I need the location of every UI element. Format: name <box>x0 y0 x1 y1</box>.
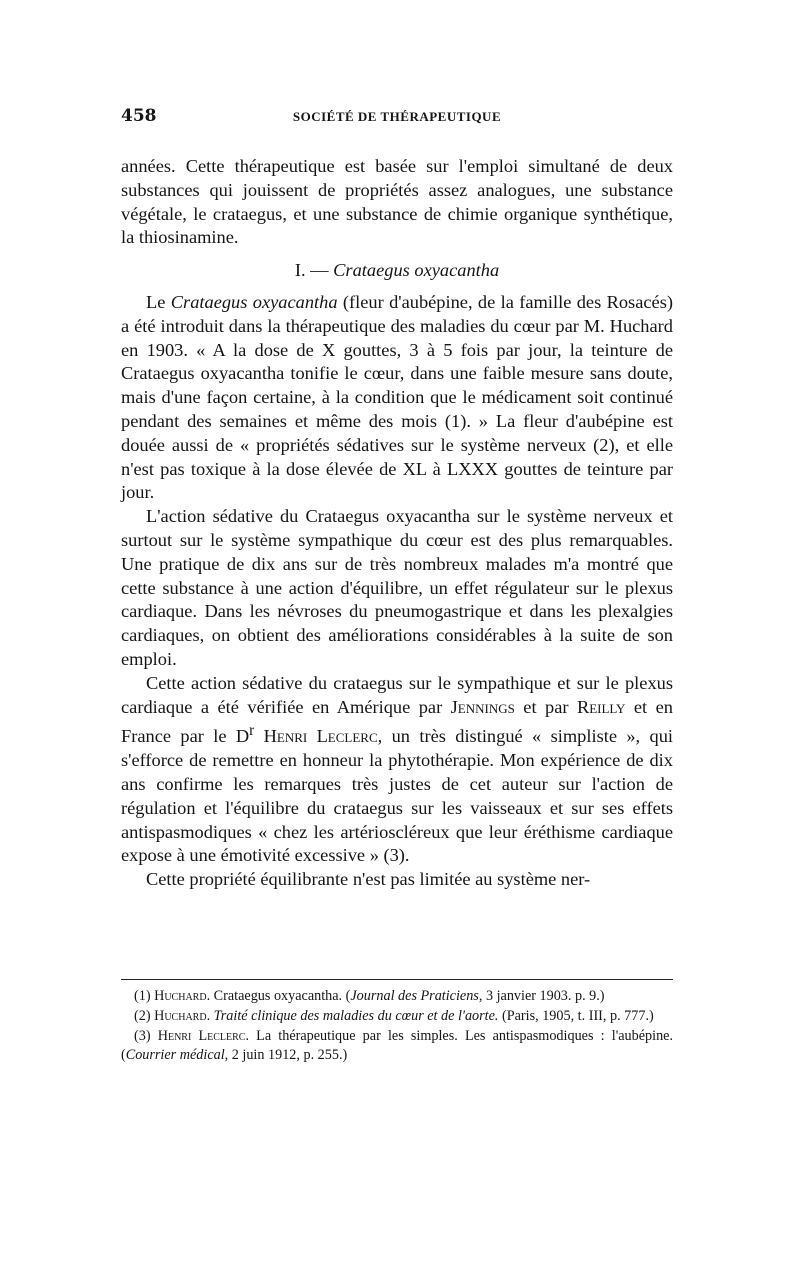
author-reilly: Reilly <box>576 696 626 717</box>
footnote-3-author: Henri Leclerc <box>157 1027 246 1044</box>
footnote-1-part-b: , 3 janvier 1903. p. 9.) <box>478 988 605 1004</box>
doctor-superscript: r <box>249 722 255 740</box>
paragraph-4-part-c: et en France par le D <box>121 696 673 747</box>
paragraph-3: L'action sédative du Crataegus oxyacantha sur le système nerveux et surtout sur le système sympathique du cœur est des plus remarquables. Une pratique de dix ans sur de très nombreux malades m'a montré que cette substance à une action d'équilibre, un effet régulateur sur le plexus cardiaque. Dans les névroses du pneumogastrique et dans les plexalgies cardiaques, on obtient des améliorations considérables à la suite de son emploi. <box>121 506 673 669</box>
paragraph-2-lead: Le <box>146 291 166 312</box>
paragraph-2 <box>121 291 673 505</box>
running-head: SOCIÉTÉ DE THÉRAPEUTIQUE <box>292 109 502 124</box>
footnote-rule <box>121 979 673 980</box>
footnote-1-journal: Journal des Praticiens <box>350 988 479 1004</box>
footnote-2-number: (2) <box>134 1007 151 1024</box>
paragraph-4 <box>121 672 673 869</box>
paragraph-4-part-a: Cette action sédative du crataegus sur le sympathique et sur le plexus cardiaque a été vérifiée en Amérique par <box>121 672 673 717</box>
page-header <box>121 106 673 128</box>
author-jennings: Jennings <box>450 696 515 717</box>
footnote-2-part-b: (Paris, 1905, t. III, p. 777.) <box>502 1007 654 1024</box>
footnote-1 <box>121 987 673 1007</box>
footnote-1-part-a: . Crataegus oxyacantha. ( <box>206 988 351 1004</box>
footnote-1-author: Huchard <box>154 988 207 1004</box>
paragraph-2-rest: (fleur d'aubépine, de la famille des Rosacés) a été introduit dans la thérapeutique des maladies du cœur par M. Huchard en 1903. « A la dose de X gouttes, 3 à 5 fois par jour, la teinture de Crataegus oxyacantha tonifie le cœur, dans une faible mesure sans doute, mais d'une façon certaine, à la condition que le médicament soit continué pendant des semaines et même des mois (1). » La fleur d'aubépine est douée aussi de « propriétés sédatives sur le système nerveux (2), et elle n'est pas toxique à la dose élevée de XL à LXXX gouttes de teinture par jour. <box>121 291 673 503</box>
paragraph-4-part-b: et par <box>523 696 569 717</box>
section-name: Crataegus oxyacantha <box>333 260 500 281</box>
footnotes <box>121 987 673 1066</box>
footnote-3-part-b: , 2 juin 1912, p. 255.) <box>224 1047 348 1064</box>
footnote-1-number: (1) <box>134 988 151 1004</box>
footnote-3 <box>121 1027 673 1067</box>
section-heading <box>121 259 673 283</box>
footnote-3-journal: Courrier médical <box>125 1047 225 1064</box>
footnote-2-author: Huchard <box>154 1007 207 1024</box>
footnote-2 <box>121 1007 673 1027</box>
footnote-2-title: Traité clinique des maladies du cœur et de l'aorte. <box>213 1007 499 1024</box>
paragraph-4-part-d: , un très distingué « simpliste », qui s'efforce de remettre en honneur la phytothérapie. Mon expérience de dix ans confirme les remarques très justes de cet auteur sur l'action de régulation et l'équilibre du crataegus sur les vaisseaux et sur ses effets antispasmodiques « chez les artérioscléreux que leur éréthisme cardiaque expose à une émotivité excessive » (3). <box>121 726 674 866</box>
author-henri-leclerc: Henri Leclerc <box>263 726 378 747</box>
footnote-3-part-a: . La thérapeutique par les simples. Les antispasmodiques : l'aubépine. ( <box>121 1027 674 1064</box>
body-text <box>121 155 673 892</box>
paragraph-2-species: Crataegus oxyacantha <box>170 291 338 312</box>
section-numeral: I. — <box>294 260 329 281</box>
paragraph-1: années. Cette thérapeutique est basée sur l'emploi simultané de deux substances qui jouissent de propriétés assez analogues, une substance végétale, le crataegus, et une substance de chimie organique synthétique, la thiosinamine. <box>121 156 673 248</box>
footnote-2-part-a: . <box>206 1007 211 1024</box>
paragraph-5: Cette propriété équilibrante n'est pas limitée au système ner- <box>146 869 591 890</box>
page-number: 458 <box>121 106 157 126</box>
footnote-3-number: (3) <box>134 1027 151 1044</box>
